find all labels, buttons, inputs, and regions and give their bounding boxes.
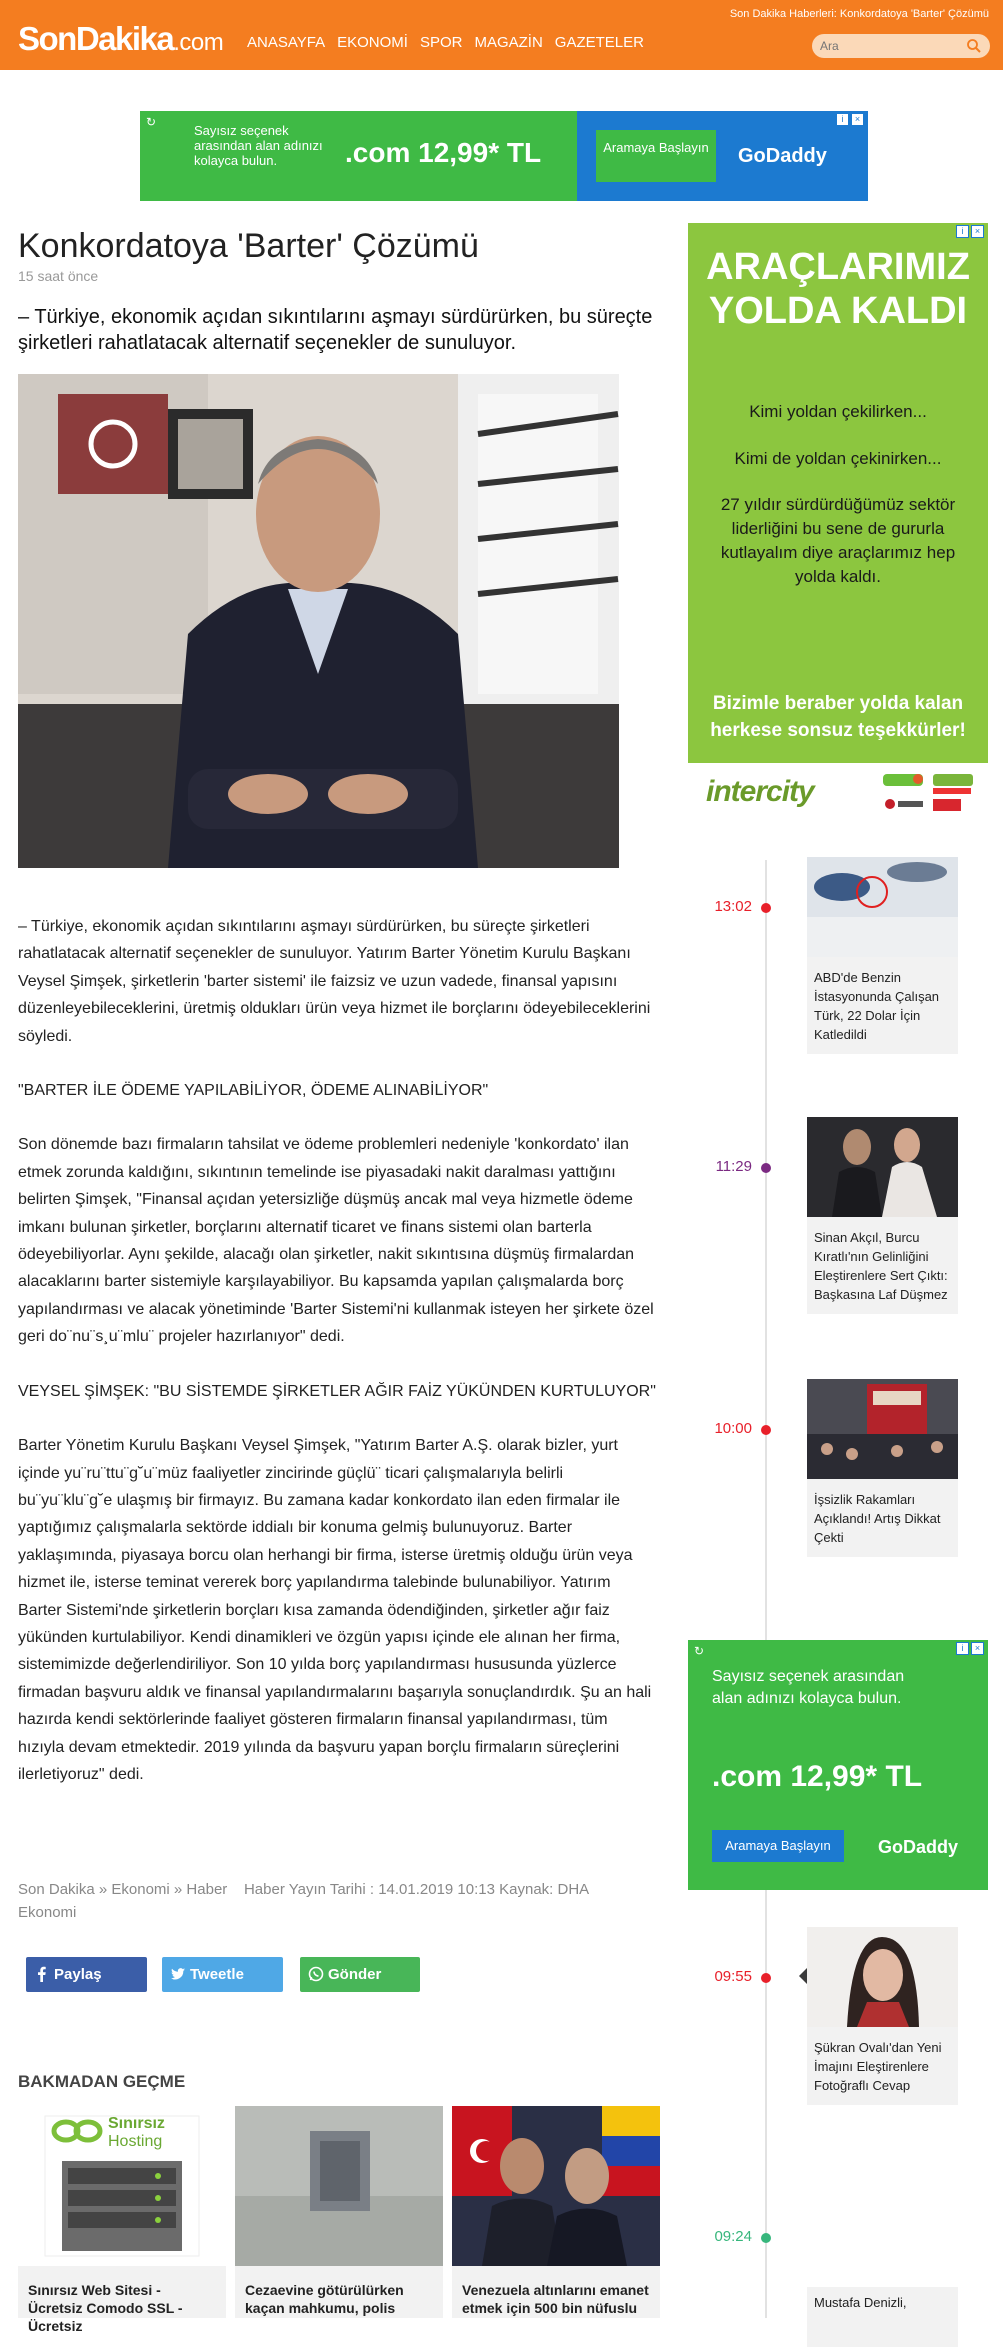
search-icon[interactable] <box>966 38 982 54</box>
ad-line: 27 yıldır sürdürdüğümüz sektör liderliğini bu sene de gururla kutlayalım diye araçlarımız hep yolda kaldı. <box>720 495 956 586</box>
article-source <box>18 1878 658 1924</box>
nav-magazin[interactable]: MAGAZİN <box>474 34 543 51</box>
timeline-news-card[interactable] <box>807 1379 958 1557</box>
twitter-share-label: Tweetle <box>190 1966 244 1983</box>
timeline-time: 11:29 <box>715 1158 752 1175</box>
intercity-logo: intercity <box>706 775 814 808</box>
article-paragraph: – Türkiye, ekonomik açıdan sıkıntılarını aşmayı sürdürürken, bu süreçte şirketleri rahatlatacak alternatif seçenekler de sunuluyor. Yatırım Barter Yönetim Kurulu Başkanı Veysel Şimşek, şirketlerin 'barter sistemi' ile faizsiz ve uzun vadede, finansal yapısını düzenleyebileceklerini, üretmiş oldukları ürün veya hizmet ile borçlarını ödeyebileceklerini söyledi. <box>18 918 651 1045</box>
article-subheading: VEYSEL ŞİMŞEK: "BU SİSTEMDE ŞİRKETLER AĞIR FAİZ YÜKÜNDEN KURTULUYOR" <box>18 1382 656 1400</box>
timeline-news-card[interactable] <box>807 1117 958 1314</box>
bakmadan-card[interactable] <box>235 2106 443 2318</box>
sidebar-ad-godaddy[interactable] <box>688 1640 988 1890</box>
article-lead: – Türkiye, ekonomik açıdan sıkıntılarını aşmayı sürdürürken, bu süreçte şirketleri rahatlatacak alternatif seçenekler de sunuluyor. <box>18 306 653 354</box>
timeline-image <box>807 857 958 957</box>
timeline-time: 13:02 <box>714 898 752 915</box>
timeline-line <box>765 860 767 2318</box>
partner-logos <box>878 771 978 817</box>
ad-refresh-icon: ↻ <box>694 1644 705 1658</box>
article-subheading: "BARTER İLE ÖDEME YAPILABİLİYOR, ÖDEME ALINABİLİYOR" <box>18 1082 489 1100</box>
ad-brand: GoDaddy <box>738 145 827 167</box>
timeline-headline: Mustafa Denizli, <box>814 2295 907 2310</box>
timeline-time: 09:55 <box>714 1968 752 1985</box>
timeline-dot <box>761 903 771 913</box>
ad-choices[interactable] <box>836 113 864 126</box>
timeline-dot <box>761 1163 771 1173</box>
ad-close-icon[interactable]: × <box>971 225 984 238</box>
twitter-share-button[interactable] <box>162 1957 283 1992</box>
main-nav <box>247 34 656 51</box>
nav-anasayfa[interactable]: ANASAYFA <box>247 34 326 51</box>
card-title: Sınırsız Web Sitesi - Ücretsiz Comodo SSL - Ücretsiz <box>28 2282 183 2334</box>
ad-bottom-text: Bizimle beraber yolda kalan herkese sonsuz teşekkürler! <box>710 693 966 741</box>
photo-illustration <box>18 374 619 868</box>
top-banner-ad[interactable] <box>140 111 868 201</box>
article-paragraph: Son dönemde bazı firmaların tahsilat ve ödeme problemleri nedeniyle 'konkordato' ilan etmek zorunda kaldığını, sıkıntının temelinde ise piyasadaki nakit daralması yattığını belirten Şimşek, "Finansal açıdan yetersizliğe düşmüş ancak mal veya hizmetle ödeme imkanı bulunan şirketler, borçlarını alternatif ticaret ve finans sistemi olan barterla ödeyebiliyorlar. Aynı şekilde, alacağı olan şirketler, nakit sıkıntısına düşmüş firmalardan alacaklarını barter sistemiyle karşılayabiliyor. Bu kapsamda yapılan çalışmalarda borç yapılandırması ve alacak yönetiminde 'Barter Sistemi'ni kullanmak isteyen her şirkete özel geri do¨nu¨s¸u¨mlu¨ projeler hazırlanıyor" dedi. <box>18 1136 654 1346</box>
ad-footer <box>688 763 988 823</box>
prisoner-news-image <box>235 2106 443 2266</box>
whatsapp-share-label: Gönder <box>328 1966 382 1983</box>
whatsapp-icon <box>308 1966 324 1982</box>
timeline-time: 09:24 <box>714 2228 752 2245</box>
timeline-news-card[interactable] <box>807 2287 958 2347</box>
whatsapp-share-button[interactable] <box>300 1957 420 1992</box>
source-breadcrumb[interactable]: Son Dakika » Ekonomi » Haber <box>18 1881 228 1898</box>
ad-line: Kimi yoldan çekilirken... <box>749 402 927 421</box>
timeline-headline: Sinan Akçıl, Burcu Kıratlı'nın Gelinliğini Eleştirenlere Sert Çıktı: Başkasına Laf Düşmez <box>814 1230 948 1302</box>
ad-info-icon[interactable]: i <box>956 1642 969 1655</box>
timeline-dot <box>761 1425 771 1435</box>
ad-text: Sayısız seçenek arasından alan adınızı kolayca bulun. <box>712 1668 905 1707</box>
card-title: Cezaevine götürülürken kaçan mahkumu, polis <box>245 2282 404 2316</box>
site-logo[interactable] <box>18 20 223 58</box>
ad-close-icon[interactable]: × <box>851 113 864 126</box>
twitter-icon <box>170 1966 186 1982</box>
ad-info-icon[interactable]: i <box>956 225 969 238</box>
ad-choices[interactable] <box>956 1642 984 1655</box>
nav-spor[interactable]: SPOR <box>419 34 463 51</box>
ad-price: .com 12,99* TL <box>345 137 542 168</box>
article-body <box>18 913 658 1815</box>
timeline-headline: Şükran Ovalı'dan Yeni İmajını Eleştirenlere Fotoğraflı Cevap <box>814 2040 942 2093</box>
sidebar-ad-intercity[interactable] <box>688 223 988 823</box>
ad-info-icon[interactable]: i <box>836 113 849 126</box>
facebook-share-label: Paylaş <box>54 1966 102 1983</box>
timeline-pointer <box>799 1968 807 1984</box>
logo-text: SonDakika <box>18 20 174 57</box>
source-meta: Haber Yayın Tarihi : 14.01.2019 10:13 Kaynak: DHA <box>243 1881 590 1898</box>
nav-gazeteler[interactable]: GAZETELER <box>554 34 644 51</box>
hosting-logo-word2: Hosting <box>108 2133 163 2150</box>
site-header <box>0 0 1003 70</box>
bakmadan-card[interactable] <box>452 2106 660 2318</box>
bakmadan-gecme-title: BAKMADAN GEÇME <box>18 2072 186 2091</box>
hosting-ad-image <box>18 2106 226 2266</box>
ad-cta-button[interactable]: Aramaya Başlayın <box>596 130 716 182</box>
card-title: Venezuela altınlarını emanet etmek için 500 bin nüfuslu <box>462 2282 649 2316</box>
timeline-image <box>807 1927 958 2027</box>
ad-choices[interactable] <box>956 225 984 238</box>
ad-brand: GoDaddy <box>878 1837 959 1857</box>
search-box <box>812 34 990 58</box>
timeline-news-card[interactable] <box>807 857 958 1054</box>
ad-headline: ARAÇLARIMIZ YOLDA KALDI <box>706 246 970 332</box>
facebook-icon <box>34 1966 50 1982</box>
nav-ekonomi[interactable]: EKONOMİ <box>337 34 408 51</box>
bakmadan-card[interactable] <box>18 2106 226 2334</box>
article-photo <box>18 374 619 868</box>
breadcrumb[interactable]: Son Dakika Haberleri: Konkordatoya 'Barter' Çözümü <box>729 8 989 20</box>
timeline-news-card[interactable] <box>807 1927 958 2105</box>
timeline-dot <box>761 1973 771 1983</box>
venezuela-news-image <box>452 2106 660 2266</box>
ad-close-icon[interactable]: × <box>971 1642 984 1655</box>
article-title: Konkordatoya 'Barter' Çözümü <box>18 227 479 265</box>
ad-refresh-icon: ↻ <box>146 115 157 129</box>
hosting-logo-word1: Sınırsız <box>108 2115 165 2132</box>
ad-line: Kimi de yoldan çekinirken... <box>734 449 942 468</box>
article-time: 15 saat önce <box>18 268 99 284</box>
ad-cta-button[interactable]: Aramaya Başlayın <box>712 1830 844 1862</box>
search-input[interactable] <box>820 37 960 55</box>
timeline-time: 10:00 <box>714 1420 752 1437</box>
timeline-image <box>807 1379 958 1479</box>
logo-suffix: .com <box>173 29 224 56</box>
source-category[interactable]: Ekonomi <box>18 1904 77 1921</box>
timeline-headline: ABD'de Benzin İstasyonunda Çalışan Türk, 22 Dolar İçin Katledildi <box>814 970 940 1042</box>
facebook-share-button[interactable] <box>26 1957 147 1992</box>
article-paragraph: Barter Yönetim Kurulu Başkanı Veysel Şimşek, "Yatırım Barter A.Ş. olarak bizler, yurt içinde yu¨ru¨ttu¨g˘u¨müz faaliyetler zincirinde güçlü¨ ticari çalışmalarıyla belirli bu¨yu¨klu¨g˘e ulaşmış bir firmayız. Bu zamana kadar konkordato ilan eden firmalar ile yaptığımız çalışmalarla sektörde iddialı bir konuma gelmiş bulunuyoruz. Barter yaklaşımında, piyasaya borcu olan herhangi bir firma, isterse üretmiş olduğu ürün veya hizmet ile, isterse teminat vererek borç yapılandırma talebinde bulunabiliyor. Yatırım Barter Sistemi'nde şirketlerin borçları kısa zamanda ödendiğinden, şirketler ağır faiz yükünden kurtulabiliyor. Kendi dinamikleri ve özgün yapısı içinde ele alınan her firma, sistemimizde değerlendiriliyor. Son 10 yılda borç yapılandırması hususunda yüzlerce firmadan başvuru aldık ve finansal yapılandırmalarını başarıyla sonuçlandırdık. Şu an hali hazırda kendi sektörlerinde faaliyet gösteren firmaların finansal yapılandırması, tüm hızıyla devam etmektedir. 2019 yılında da başvuru yapan borçlu firmaların süreçlerini ilerletiyoruz" dedi. <box>18 1437 652 1783</box>
timeline-headline: İşsizlik Rakamları Açıklandı! Artış Dikkat Çekti <box>814 1492 941 1545</box>
ad-price: .com 12,99* TL <box>712 1760 923 1793</box>
timeline-dot <box>761 2233 771 2243</box>
timeline-image <box>807 1117 958 1217</box>
ad-text: Sayısız seçenek arasından alan adınızı kolayca bulun. <box>194 123 323 168</box>
